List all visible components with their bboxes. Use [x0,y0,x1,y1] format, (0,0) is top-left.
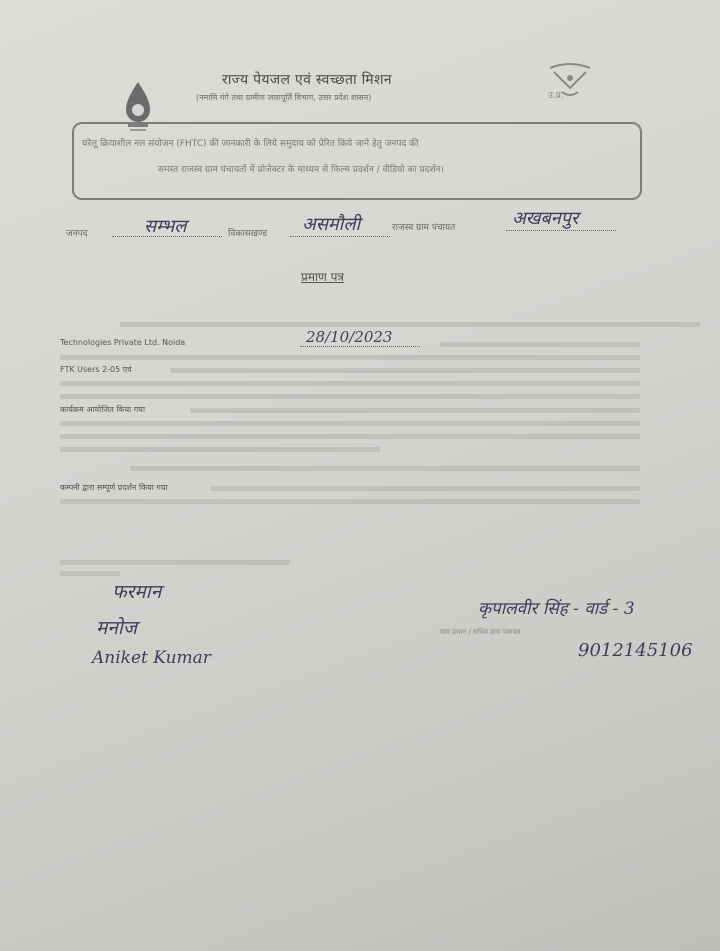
paragraph-line [60,499,640,504]
pradhan-label: ग्राम प्रधान / सचिव ग्राम पंचायत [440,628,521,636]
gram-panchayat-label: राजस्व ग्राम पंचायत [392,223,456,233]
paragraph-text-3: कम्पनी द्वारा सम्पूर्ण प्रदर्शन किया गया [60,483,168,492]
paragraph-text-1: FTK Users 2-05 एवं [60,365,132,374]
paragraph-line [440,342,640,347]
block-value: असमौली [302,214,361,235]
paragraph-line [120,322,700,327]
company-text: Technologies Private Ltd. Noida [60,338,186,347]
signatory-1: फरमान [112,581,162,603]
subject-line-2: समस्त राजस्व ग्राम पंचायतों में प्रोजेक्टर के माध्यम से फिल्म प्रदर्शन / वीडियो का प्रदर्शन। [158,165,444,175]
paragraph-line [60,421,640,426]
district-label: जनपद [66,229,88,239]
gram-panchayat-value: अखबनपुर [512,208,579,229]
emblem-caption: उ.प्र. [548,91,564,101]
block-label: विकासखण्ड [228,229,268,239]
subject-line-1: घरेलू क्रियाशील नल संयोजन (FHTC) की जानकारी के लिये समुदाय को प्रेरित किये जाने हेतु जनपद की [82,139,419,149]
paragraph-text-2: कार्यक्रम आयोजित किया गया [60,405,146,414]
paragraph-line [130,466,640,471]
signatory-2: मनोज [96,617,137,639]
block-underline [290,236,390,237]
paragraph-line [60,355,640,360]
subject-box [72,122,642,200]
paragraph-line [60,434,640,439]
date-underline [300,346,420,347]
pradhan-phone: 9012145106 [578,640,693,661]
certificate-date: 28/10/2023 [306,328,393,346]
header-title: राज्य पेयजल एवं स्वच्छता मिशन [222,72,392,88]
gram-panchayat-underline [506,230,616,231]
paragraph-line [60,571,120,576]
pradhan-signature: कृपालवीर सिंह - वार्ड - 3 [478,599,635,619]
paragraph-line [60,560,290,565]
paragraph-line [210,486,640,491]
certificate-title: प्रमाण पत्र [301,270,345,284]
district-value: सम्भल [144,216,187,237]
paragraph-line [60,394,640,399]
header-subtitle: (नमामि गंगे तथा ग्रामीण जलापूर्ति विभाग, उत्तर प्रदेश शासन) [196,93,372,102]
paragraph-line [170,368,640,373]
paragraph-line [60,381,640,386]
paragraph-line [60,447,380,452]
paragraph-line [190,408,640,413]
up-govt-emblem-icon [540,58,600,110]
signatory-3: Aniket Kumar [92,648,211,668]
